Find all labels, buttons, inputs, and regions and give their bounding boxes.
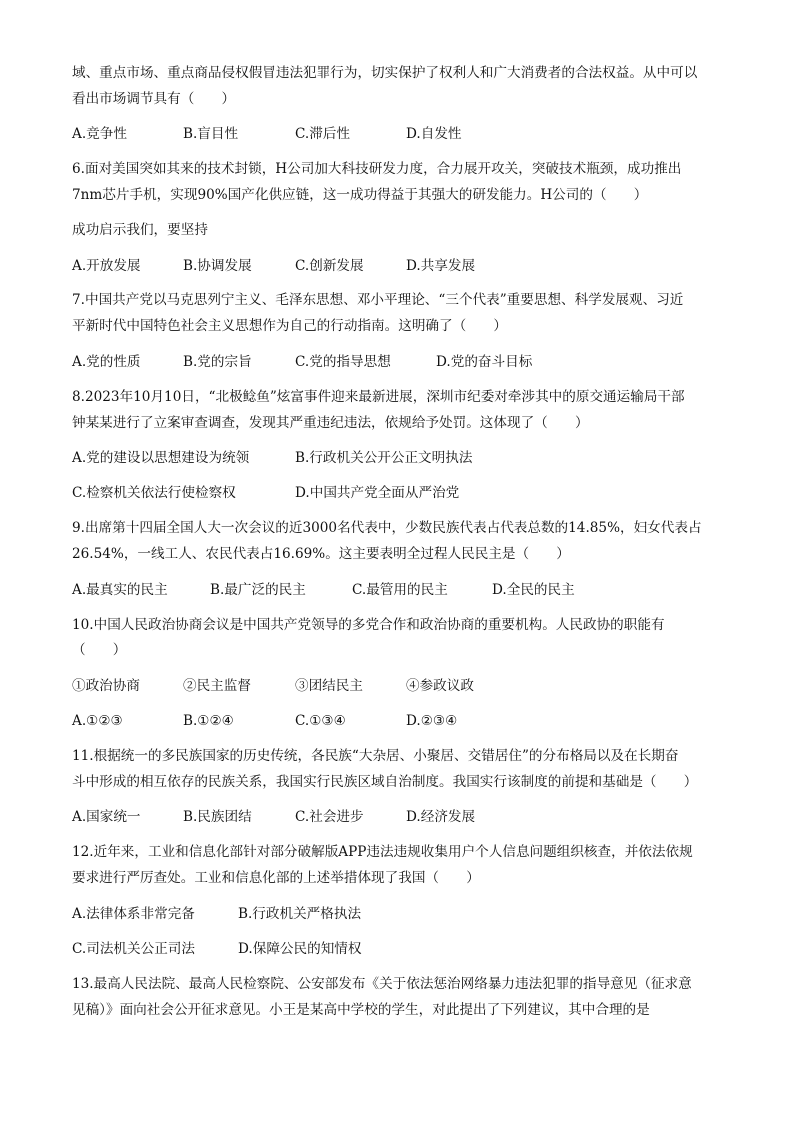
q6-option-b[interactable]: B.协调发展 [183, 258, 252, 274]
q8-option-b[interactable]: B.行政机关公开公正文明执法 [295, 450, 473, 466]
q7-option-b[interactable]: B.党的宗旨 [183, 354, 252, 370]
q8-options-row-2 [72, 482, 732, 504]
q9-option-d[interactable]: D.全民的民主 [492, 582, 575, 598]
q6-stem-line-2: 7nm芯片手机，实现90%国产化供应链，这一成功得益于其强大的研发能力。H公司的（ ） [72, 187, 648, 203]
q7-option-c[interactable]: C.党的指导思想 [295, 354, 391, 370]
q11-stem-line-2: 斗中形成的相互依存的民族关系，我国实行民族区域自治制度。我国实行该制度的前提和基础是（ ） [72, 774, 698, 790]
q12-options-row-1 [72, 903, 732, 925]
q11-option-d[interactable]: D.经济发展 [406, 809, 476, 825]
q5-option-b[interactable]: B.盲目性 [183, 126, 239, 142]
q5-stem-line-1: 域、重点市场、重点商品侵权假冒违法犯罪行为，切实保护了权利人和广大消费者的合法权益。从中可以 [72, 65, 698, 81]
q12-stem-line-2: 要求进行严厉查处。工业和信息化部的上述举措体现了我国（ ） [72, 870, 480, 886]
q12-stem-line-1: 12.近年来，工业和信息化部针对部分破解版APP违法违规收集用户个人信息问题组织核查，并依法依规 [72, 844, 693, 860]
q7-stem-line-1: 7.中国共产党以马克思列宁主义、毛泽东思想、邓小平理论、“三个代表”重要思想、科学发展观、习近 [72, 292, 684, 308]
q9-option-c[interactable]: C.最管用的民主 [352, 582, 448, 598]
q10-options [72, 710, 732, 732]
q8-option-c[interactable]: C.检察机关依法行使检察权 [72, 485, 236, 501]
q13-stem-line-1: 13.最高人民法院、最高人民检察院、公安部发布《关于依法惩治网络暴力违法犯罪的指导意见（征求意 [72, 976, 692, 992]
q6-option-c[interactable]: C.创新发展 [295, 258, 364, 274]
q5-option-a[interactable]: A.竞争性 [72, 126, 127, 142]
q7-option-d[interactable]: D.党的奋斗目标 [436, 354, 533, 370]
q12-options-row-2 [72, 938, 732, 960]
q8-stem-line-2: 钟某某进行了立案审查调查，发现其严重违纪违法，依规给予处罚。这体现了（ ） [72, 415, 589, 431]
q12-option-d[interactable]: D.保障公民的知情权 [238, 941, 362, 957]
q12-option-a[interactable]: A.法律体系非常完备 [72, 906, 195, 922]
q10-item-4: ④参政议政 [406, 678, 474, 694]
q10-stem-line-1: 10.中国人民政治协商会议是中国共产党领导的多党合作和政治协商的重要机构。人民政协的职能有 [72, 617, 665, 633]
q10-option-b[interactable]: B.①②④ [183, 713, 234, 729]
q10-stem-line-2: （ ） [72, 642, 127, 658]
q12-option-b[interactable]: B.行政机关严格执法 [238, 906, 362, 922]
q9-option-b[interactable]: B.最广泛的民主 [210, 582, 306, 598]
q8-options-row-1 [72, 447, 732, 469]
q11-option-c[interactable]: C.社会进步 [295, 809, 364, 825]
q9-options [72, 579, 732, 601]
q6-stem-line-1: 6.面对美国突如其来的技术封锁，H公司加大科技研发力度，合力展开攻关，突破技术瓶颈，成功推出 [72, 161, 682, 177]
q10-item-2: ②民主监督 [183, 678, 251, 694]
q13-stem-line-2: 见稿）》面向社会公开征求意见。小王是某高中学校的学生，对此提出了下列建议，其中合理的是 [72, 1002, 650, 1018]
q10-option-c[interactable]: C.①③④ [295, 713, 346, 729]
q9-stem-line-2: 26.54%，一线工人、农民代表占16.69%。这主要表明全过程人民民主是（ ） [72, 546, 570, 562]
q11-options [72, 806, 732, 828]
q6-options [72, 255, 732, 277]
q12-option-c[interactable]: C.司法机关公正司法 [72, 941, 195, 957]
q8-option-a[interactable]: A.党的建设以思想建设为统领 [72, 450, 250, 466]
q10-option-d[interactable]: D.②③④ [406, 713, 458, 729]
q6-option-d[interactable]: D.共享发展 [406, 258, 476, 274]
q9-option-a[interactable]: A.最真实的民主 [72, 582, 168, 598]
q5-options [72, 123, 732, 145]
q9-stem-line-1: 9.出席第十四届全国人大一次会议的近3000名代表中，少数民族代表占代表总数的14.85%，妇女代表占 [72, 520, 702, 536]
q5-option-c[interactable]: C.滞后性 [295, 126, 351, 142]
q11-stem-line-1: 11.根据统一的多民族国家的历史传统，各民族“大杂居、小聚居、交错居住”的分布格局以及在长期奋 [72, 748, 679, 764]
q10-item-3: ③团结民主 [295, 678, 363, 694]
q10-items [72, 675, 732, 697]
q5-option-d[interactable]: D.自发性 [406, 126, 462, 142]
q8-option-d[interactable]: D.中国共产党全面从严治党 [295, 485, 460, 501]
q6-option-a[interactable]: A.开放发展 [72, 258, 141, 274]
q8-stem-line-1: 8.2023年10月10日，“北极鲶鱼”炫富事件迎来最新进展，深圳市纪委对牵涉其中的原交通运输局干部 [72, 389, 685, 405]
q10-option-a[interactable]: A.①②③ [72, 713, 123, 729]
q10-item-1: ①政治协商 [72, 678, 140, 694]
q11-option-a[interactable]: A.国家统一 [72, 809, 141, 825]
q5-stem-line-2: 看出市场调节具有（ ） [72, 91, 236, 107]
q7-stem-line-2: 平新时代中国特色社会主义思想作为自己的行动指南。这明确了（ ） [72, 318, 507, 334]
q7-option-a[interactable]: A.党的性质 [72, 354, 141, 370]
q11-option-b[interactable]: B.民族团结 [183, 809, 252, 825]
q6-stem-line-3: 成功启示我们，要坚持 [72, 222, 208, 238]
q7-options [72, 351, 732, 373]
